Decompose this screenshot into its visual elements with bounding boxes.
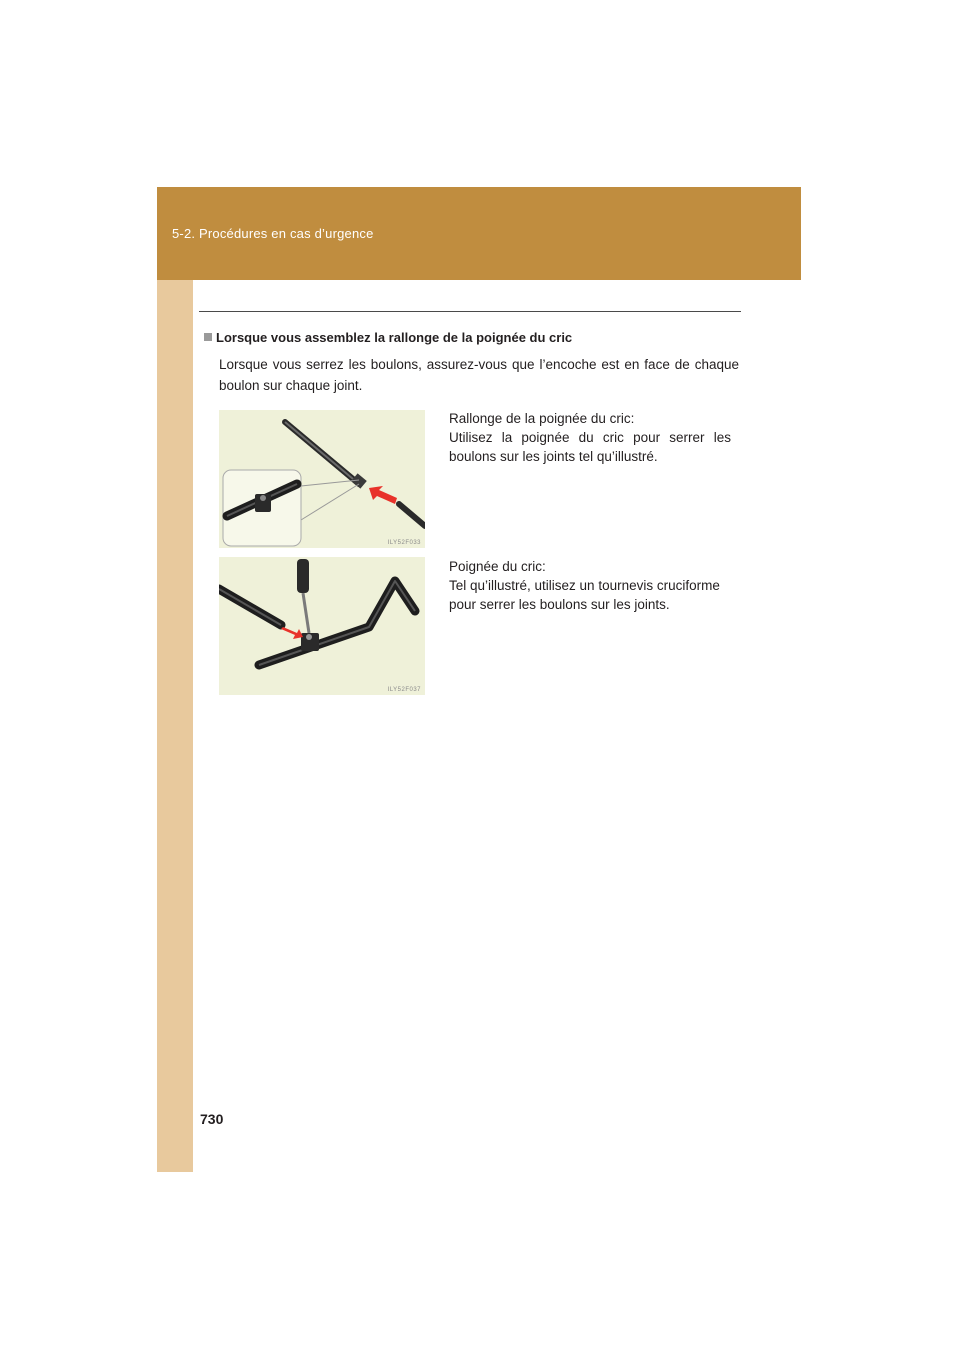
- intro-paragraph: Lorsque vous serrez les boulons, assurez-vous que l’encoche est en face de chaque boulon sur chaque joint.: [219, 357, 739, 393]
- section-heading: [204, 330, 572, 345]
- figure-caption-1: [449, 409, 731, 466]
- figure-jack-handle-extension: [219, 410, 425, 548]
- caption-text: Tel qu’illustré, utilisez un tournevis cruciforme pour serrer les boulons sur les joints.: [449, 578, 720, 612]
- page-number: 730: [200, 1111, 224, 1127]
- figure-caption-2: [449, 557, 731, 614]
- section-heading-text: Lorsque vous assemblez la rallonge de la poignée du cric: [216, 330, 573, 345]
- jack-handle-extension-illustration: [219, 410, 425, 548]
- jack-handle-screwdriver-illustration: [219, 557, 425, 695]
- caption-title: Poignée du cric:: [449, 559, 546, 574]
- caption-title: Rallonge de la poignée du cric:: [449, 411, 635, 426]
- figure-code: ILY52F033: [387, 540, 421, 546]
- divider-rule: [199, 311, 741, 312]
- caption-text: Utilisez la poignée du cric pour serrer les boulons sur les joints tel qu’illustré.: [449, 430, 731, 464]
- figure-code: ILY52F037: [387, 687, 421, 693]
- figure-jack-handle-screwdriver: [219, 557, 425, 695]
- section-header-title: 5-2. Procédures en cas d’urgence: [172, 226, 374, 241]
- square-bullet-icon: [204, 333, 212, 341]
